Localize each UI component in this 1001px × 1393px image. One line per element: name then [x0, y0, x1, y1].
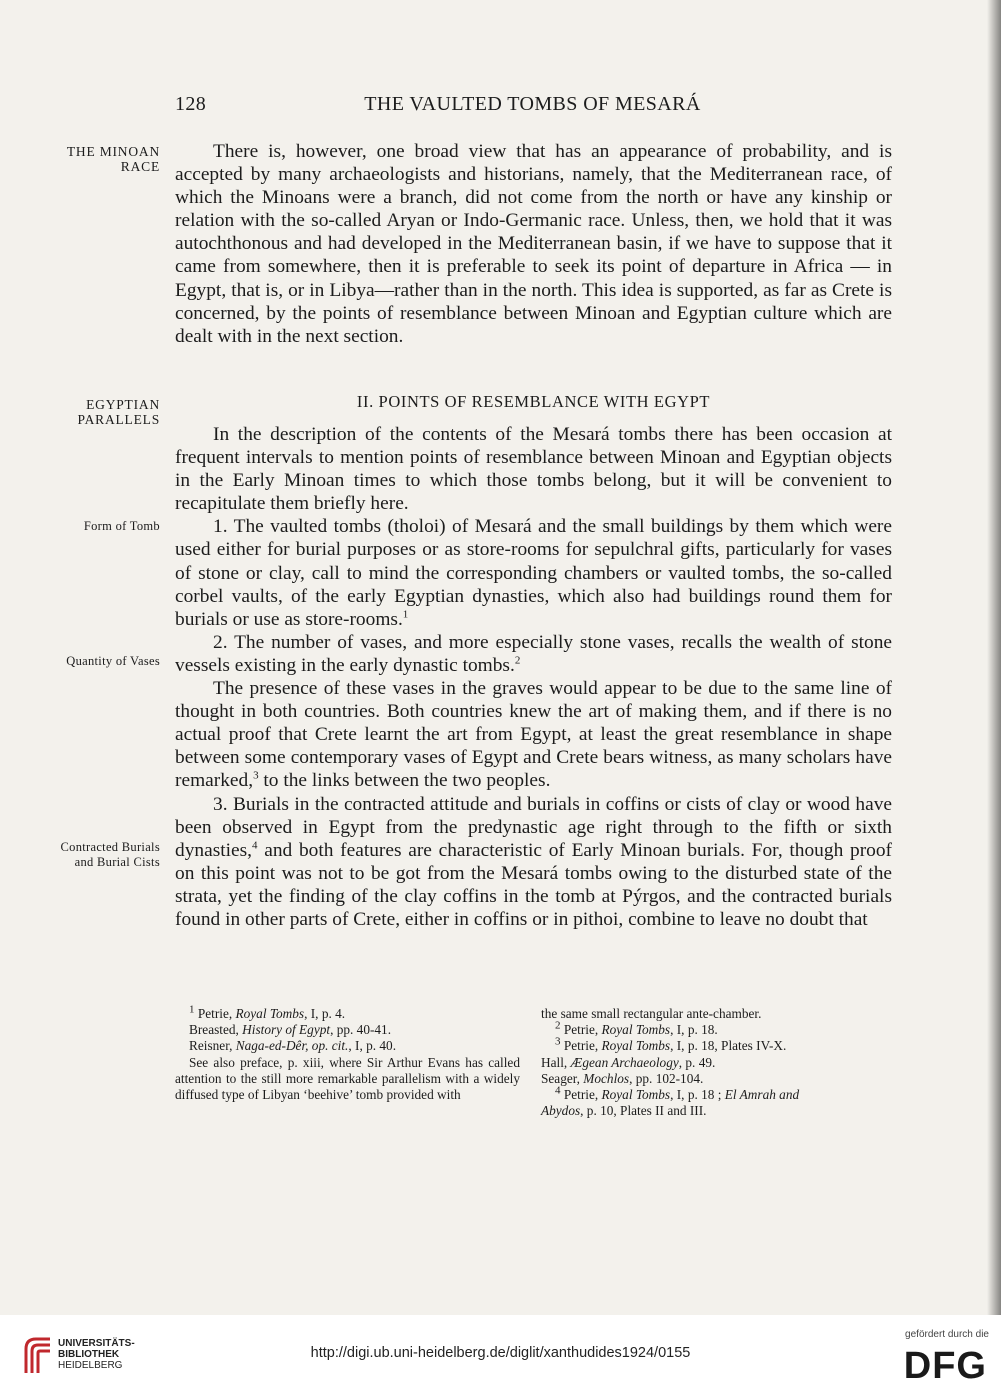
- running-title: THE VAULTED TOMBS OF MESARÁ: [364, 93, 701, 115]
- body-section-minoan-race: [175, 140, 892, 348]
- footnote-3: $^3$ Petrie, Royal Tombs, I, p. 18, Plates IV-X.: [555, 1035, 787, 1054]
- footnote-ref-3: 3: [253, 769, 259, 782]
- footnotes-right-column: the same small rectangular ante-chamber. $^2$ Petrie, Royal Tombs, I, p. 18. $^3$ Petrie, Royal Tombs, I, p. 18, Plates IV-X. Hall, Ægean Archaeology, p. 49. Seager, Mochlos, pp. 102-104. $^4$ Petrie, Royal Tombs, I, p. 18 ; El Amrah and Abydos, p. 10, Plates II and III.: [541, 1006, 886, 1119]
- running-head: [175, 93, 890, 119]
- viewer-footer: [0, 1315, 1001, 1393]
- funded-by-label: gefördert durch die: [905, 1329, 989, 1340]
- body-section-resemblance: [175, 423, 892, 931]
- paragraph-1: There is, however, one broad view that has an appearance of probability, and is accepted by many archaeologists and historians, namely, that the Mediterranean race, of which the Minoans were a branch, did not come from the north or have any kinship or relation with the so-called Aryan or Indo-Germanic race. Unless, then, we hold that it was autochthonous and had developed in the Mediterranean basin, if we have to suppose that it came from somewhere, then it is preferable to seek its point of departure in Africa — in Egypt, that is, or in Libya—rather than in the north. This idea is supported, as far as Crete is concerned, by the points of resemblance between Minoan and Egyptian culture which are dealt with in the next section.: [175, 141, 892, 347]
- margin-note-egyptian-parallels: EGYPTIAN PARALLELS: [77, 397, 160, 427]
- paragraph-4: 2. The number of vases, and more especially stone vases, recalls the wealth of stone vessels existing in the early dynastic tombs.$^2$: [175, 631, 892, 676]
- footnote-ref-1: 1: [402, 608, 409, 621]
- margin-note-minoan-race: THE MINOAN RACE: [66, 144, 160, 174]
- paragraph-3: 1. The vaulted tombs (tholoi) of Mesará and the small buildings by them which were used either for burial purposes or as store-rooms for sepulchral gifts, particularly for vases of stone or clay, call to mind the corresponding chambers or vaulted tombs, the so-called corbel vaults, of the early Egyptian dynasties, which also had buildings round them for burials or use as store-rooms.$^1$: [175, 516, 892, 630]
- footnote-4: $^4$ Petrie, Royal Tombs, I, p. 18 ; El Amrah and: [555, 1084, 800, 1103]
- section-heading: II. POINTS OF RESEMBLANCE WITH EGYPT: [356, 392, 711, 411]
- paragraph-5: The presence of these vases in the graves would appear to be due to the same line of thought in both countries. Both countries knew the art of making them, and if there is no actual proof that Crete learnt the art from Egypt, at least the great resemblance in shape between some contemporary vases of Egypt and Crete bears witness, as many scholars have remarked,$^3$ to the links between the two peoples.: [175, 678, 892, 792]
- permalink-url[interactable]: http://digi.ub.uni-heidelberg.de/diglit/xanthudides1924/0155: [310, 1345, 691, 1361]
- footnote-1: $^1$ Petrie, Royal Tombs, I, p. 4.: [189, 1003, 346, 1021]
- page-edge-shadow: [987, 0, 1001, 1315]
- margin-note-contracted-burials: Contracted Burials and Burial Cists: [60, 840, 160, 869]
- footnote-ref-2: 2: [514, 654, 521, 667]
- footnote-2: $^2$ Petrie, Royal Tombs, I, p. 18.: [555, 1019, 718, 1038]
- footnotes-left-column: $^1$ Petrie, Royal Tombs, I, p. 4. Breasted, History of Egypt, pp. 40-41. Reisner, Naga-ed-Dêr, op. cit., I, p. 40. See also preface, p. xiii, where Sir Arthur Evans has called attention to the still more remarkable parallelism with a widely diffused type of Libyan ‘beehive’ tomb provided with: [175, 1003, 520, 1103]
- page-number: 128: [175, 93, 207, 115]
- library-name: UNIVERSITÄTS- BIBLIOTHEK HEIDELBERG: [58, 1338, 135, 1371]
- margin-note-form-of-tomb: Form of Tomb: [83, 519, 160, 533]
- paragraph-6: 3. Burials in the contracted attitude and burials in coffins or cists of clay or wood have been observed in Egypt from the predynastic age right through to the fifth or sixth dynasties,$^4$ and both features are characteristic of Early Minoan burials. For, though proof on this point was not to be got from the Mesará tombs owing to the disturbed state of the strata, yet the finding of the clay coffins in the tomb at Pýrgos, and the contracted burials found in other parts of Crete, either in coffins or in pithoi, combine to leave no doubt that: [175, 793, 892, 930]
- paragraph-2: In the description of the contents of the Mesará tombs there has been occasion at frequent intervals to mention points of resemblance between Minoan and Egyptian objects in the Early Minoan times to which those tombs belong, but it will be convenient to recapitulate them briefly here.: [175, 424, 892, 515]
- margin-note-quantity-of-vases: Quantity of Vases: [66, 654, 160, 668]
- footnote-ref-4: 4: [252, 839, 258, 852]
- dfg-logo: DFG: [903, 1345, 987, 1387]
